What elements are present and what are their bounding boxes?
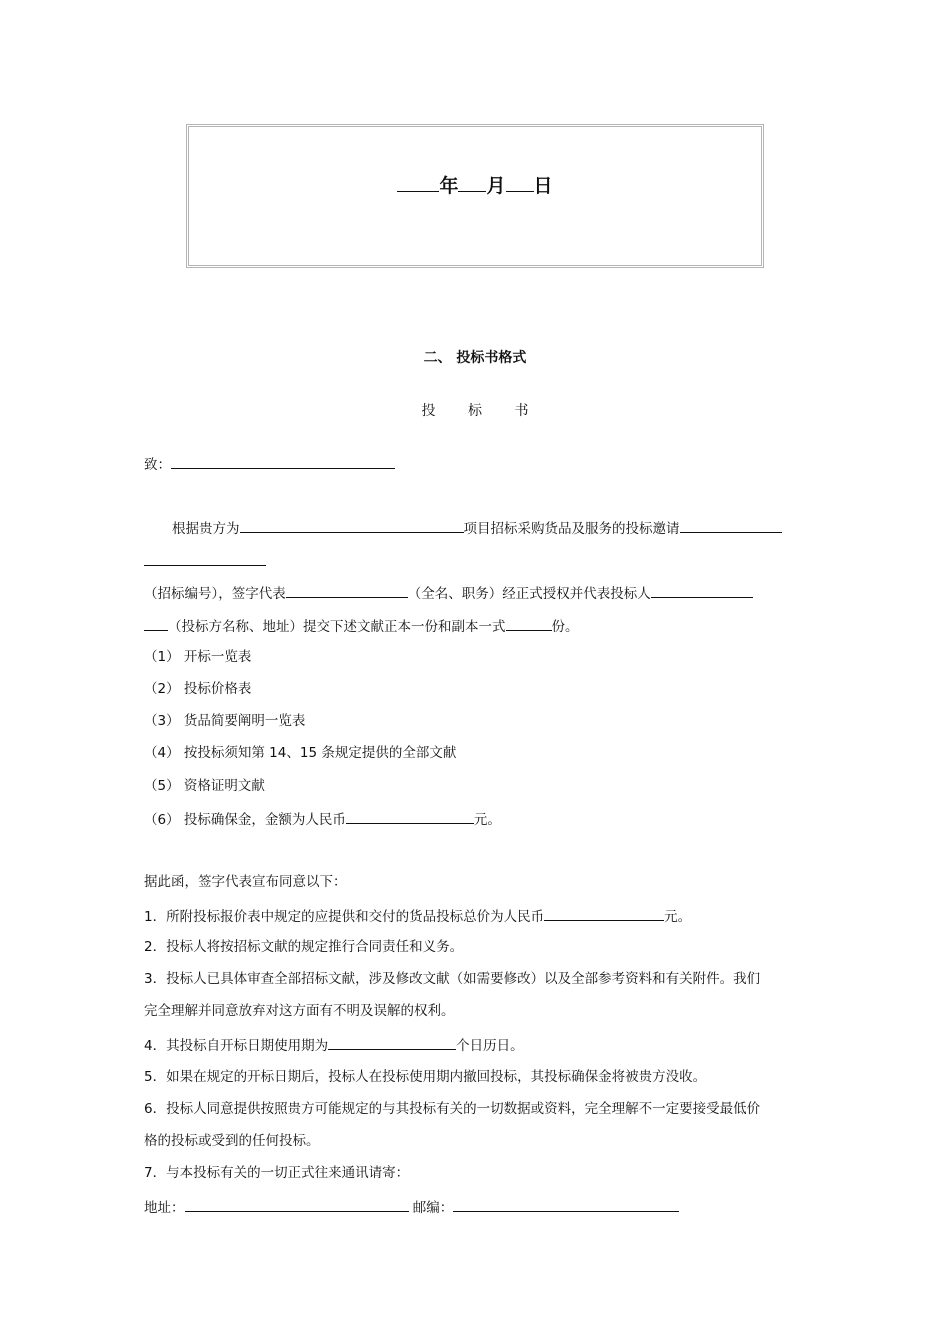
declaration-text: 元。 <box>664 909 692 925</box>
declaration-text: 4．其投标自开标日期使用期为 <box>144 1038 329 1054</box>
to-line <box>144 453 395 475</box>
address-blank[interactable] <box>185 1196 409 1212</box>
to-label: 致： <box>144 457 171 473</box>
total-price-blank[interactable] <box>544 905 664 921</box>
address-label: 地址： <box>144 1200 185 1216</box>
item-suffix: 元。 <box>473 812 501 828</box>
declaration-4 <box>144 1034 524 1056</box>
tender-number-blank-2[interactable] <box>144 550 266 566</box>
declaration-7: 7．与本投标有关的一切正式往来通讯请寄： <box>144 1165 410 1181</box>
item-number: （2） <box>144 681 180 697</box>
item-number: （5） <box>144 778 180 794</box>
declaration-6b: 格的投标或受到的任何投标。 <box>144 1133 320 1149</box>
intro-text-3: （招标编号），签字代表 <box>144 586 286 602</box>
intro-text-6: 份。 <box>551 619 579 635</box>
list-item <box>144 711 305 731</box>
item-text: 投标价格表 <box>183 681 252 697</box>
representative-blank[interactable] <box>286 582 408 598</box>
item-number: （3） <box>144 713 180 729</box>
list-item <box>144 679 251 699</box>
declaration-3b: 完全理解并同意放弃对这方面有不明及误解的权利。 <box>144 1003 455 1019</box>
declaration-text: 个日历日。 <box>456 1038 524 1054</box>
item-number: （4） <box>144 745 180 761</box>
item-text: 投标确保金，金额为人民币 <box>183 812 346 828</box>
copies-blank[interactable] <box>506 615 552 631</box>
list-item <box>144 776 265 796</box>
doc-title: 投 标 书 <box>421 403 543 419</box>
item-text: 资格证明文献 <box>183 778 265 794</box>
year-label: 年 <box>439 175 459 197</box>
list-item <box>144 743 456 763</box>
bidder-blank-2[interactable] <box>144 615 168 631</box>
declaration-5: 5．如果在规定的开标日期后，投标人在投标使用期内撤回投标，其投标确保金将被贵方没收。 <box>144 1069 707 1085</box>
list-item <box>144 808 501 830</box>
intro-text-2: 项目招标采购货品及服务的投标邀请 <box>463 521 680 537</box>
intro-line-1 <box>172 517 782 539</box>
intro-line-3 <box>144 582 753 604</box>
day-blank[interactable] <box>506 173 534 192</box>
section-title: 二、 投标书格式 <box>423 350 527 366</box>
month-blank[interactable] <box>458 173 486 192</box>
declaration-6a: 6．投标人同意提供按照贵方可能规定的与其投标有关的一切数据或资料，完全理解不一定要接受最低价 <box>144 1101 761 1117</box>
validity-days-blank[interactable] <box>328 1034 456 1050</box>
item-text: 开标一览表 <box>183 649 252 665</box>
date-box <box>186 124 764 268</box>
list-item <box>144 647 251 667</box>
item-number: （1） <box>144 649 180 665</box>
tender-number-blank-1[interactable] <box>680 517 782 533</box>
item-text: 按投标须知第 14、15 条规定提供的全部文献 <box>183 745 457 761</box>
bidder-blank-1[interactable] <box>651 582 753 598</box>
postcode-label: 邮编： <box>412 1200 454 1216</box>
address-line <box>144 1196 679 1218</box>
declaration-intro: 据此函，签字代表宣布同意以下： <box>144 874 347 890</box>
postcode-blank[interactable] <box>453 1196 679 1212</box>
intro-text-1: 根据贵方为 <box>172 521 240 537</box>
declaration-2: 2．投标人将按招标文献的规定推行合同责任和义务。 <box>144 939 464 955</box>
declaration-1 <box>144 905 691 927</box>
declaration-text: 1．所附投标报价表中规定的应提供和交付的货品投标总价为人民币 <box>144 909 545 925</box>
intro-line-4 <box>144 615 579 637</box>
date-line <box>189 171 761 198</box>
declaration-3a: 3．投标人已具体审查全部招标文献，涉及修改文献（如需要修改）以及全部参考资料和有关附件。我们 <box>144 971 761 987</box>
project-name-blank[interactable] <box>240 517 464 533</box>
intro-text-5: （投标方名称、地址）提交下述文献正本一份和副本一式 <box>168 619 506 635</box>
item-number: （6） <box>144 812 180 828</box>
year-blank[interactable] <box>397 173 439 192</box>
intro-text-4: （全名、职务）经正式授权并代表投标人 <box>407 586 651 602</box>
item-text: 货品简要阐明一览表 <box>183 713 306 729</box>
to-blank[interactable] <box>171 453 395 469</box>
month-label: 月 <box>486 175 506 197</box>
day-label: 日 <box>533 175 553 197</box>
intro-line-2 <box>144 550 266 572</box>
deposit-amount-blank[interactable] <box>346 808 474 824</box>
